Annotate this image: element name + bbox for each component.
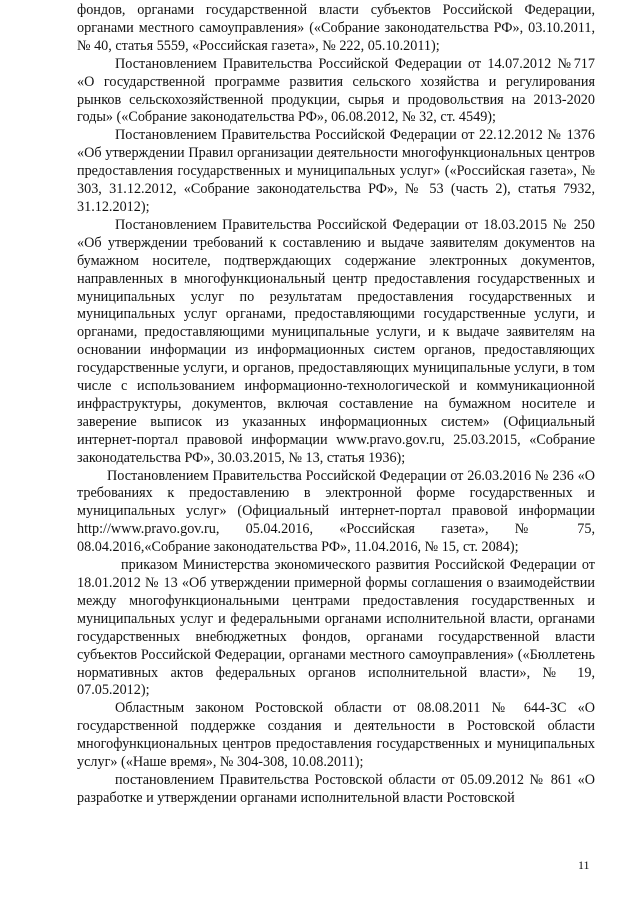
page-number: 11 — [578, 858, 590, 872]
paragraph-regional-decree-861: постановлением Правительства Ростовской области от 05.09.2012 № 861 «О разработке и утверждении органами исполнительной власти Ростовской — [77, 771, 595, 806]
paragraph-decree-717: Постановлением Правительства Российской Федерации от 14.07.2012 №717 «О государственной программе развития сельского хозяйства и регулирования рынков сельскохозяйственной продукции, сырья и продовольствия на 2013-2020 годы» («Собрание законодательства РФ», 06.08.2012, № 32, ст. 4549); — [77, 55, 595, 126]
document-body — [77, 2, 595, 808]
paragraph-regional-law-644: Областным законом Ростовской области от 08.08.2011 № 644-ЗС «О государственной поддержке создания и деятельности в Ростовской области многофункциональных центров предоставления государственных и муниципальных услуг» («Наше время», № 304-308, 10.08.2011); — [77, 700, 595, 771]
paragraph-order-13: приказом Министерства экономического развития Российской Федерации от 18.01.2012 № 13 «Об утверждении примерной формы соглашения о взаимодействии между многофункциональными центрами предоставления государственных и муниципальных услуг и федеральными органами исполнительной власти, органами государственных внебюджетных фондов, органами государственной власти субъектов Российской Федерации, органами местного самоуправления» («Бюллетень нормативных актов федеральных органов исполнительной власти», № 19, 07.05.2012); — [77, 557, 595, 699]
paragraph-decree-236: Постановлением Правительства Российской Федерации от 26.03.2016 № 236 «О требованиях к предоставлению в электронной форме государственных и муниципальных услуг» (Официальный интернет-портал правовой информации http://www.pravo.gov.ru, 05.04.2016, «Российская газета», № 75, 08.04.2016,«Собрание законодательства РФ», 11.04.2016, № 15, ст. 2084); — [77, 467, 595, 556]
paragraph-decree-250: Постановлением Правительства Российской Федерации от 18.03.2015 № 250 «Об утверждении требований к составлению и выдаче заявителям документов на бумажном носителе, подтверждающих содержание электронных документов, направленных в многофункциональный центр предоставления государственных и муниципальных услуг по результатам предоставления государственных и муниципальных услуг органами, предоставляющими государственные услуги, и органами, предоставляющими муниципальные услуги, и к выдаче заявителям на основании информации из информационных систем органов, предоставляющих государственные услуги, и органов, предоставляющих муниципальные услуги, в том числе с использованием информационно-технологической и коммуникационной инфраструктуры, документов, включая составление на бумажном носителе и заверение выписок из указанных информационных систем» (Официальный интернет-портал правовой информации www.pravo.gov.ru, 25.03.2015, «Собрание законодательства РФ», 30.03.2015, № 13, статья 1936); — [77, 216, 595, 466]
paragraph-continuation: фондов, органами государственной власти субъектов Российской Федерации, органами местного самоуправления» («Собрание законодательства РФ», 03.10.2011, № 40, статья 5559, «Российская газета», № 222, 05.10.2011); — [77, 2, 595, 54]
paragraph-decree-1376: Постановлением Правительства Российской Федерации от 22.12.2012 № 1376 «Об утверждении Правил организации деятельности многофункциональных центров предоставления государственных и муниципальных услуг» («Российская газета», № 303, 31.12.2012, «Собрание законодательства РФ», № 53 (часть 2), статья 7932, 31.12.2012); — [77, 127, 595, 215]
